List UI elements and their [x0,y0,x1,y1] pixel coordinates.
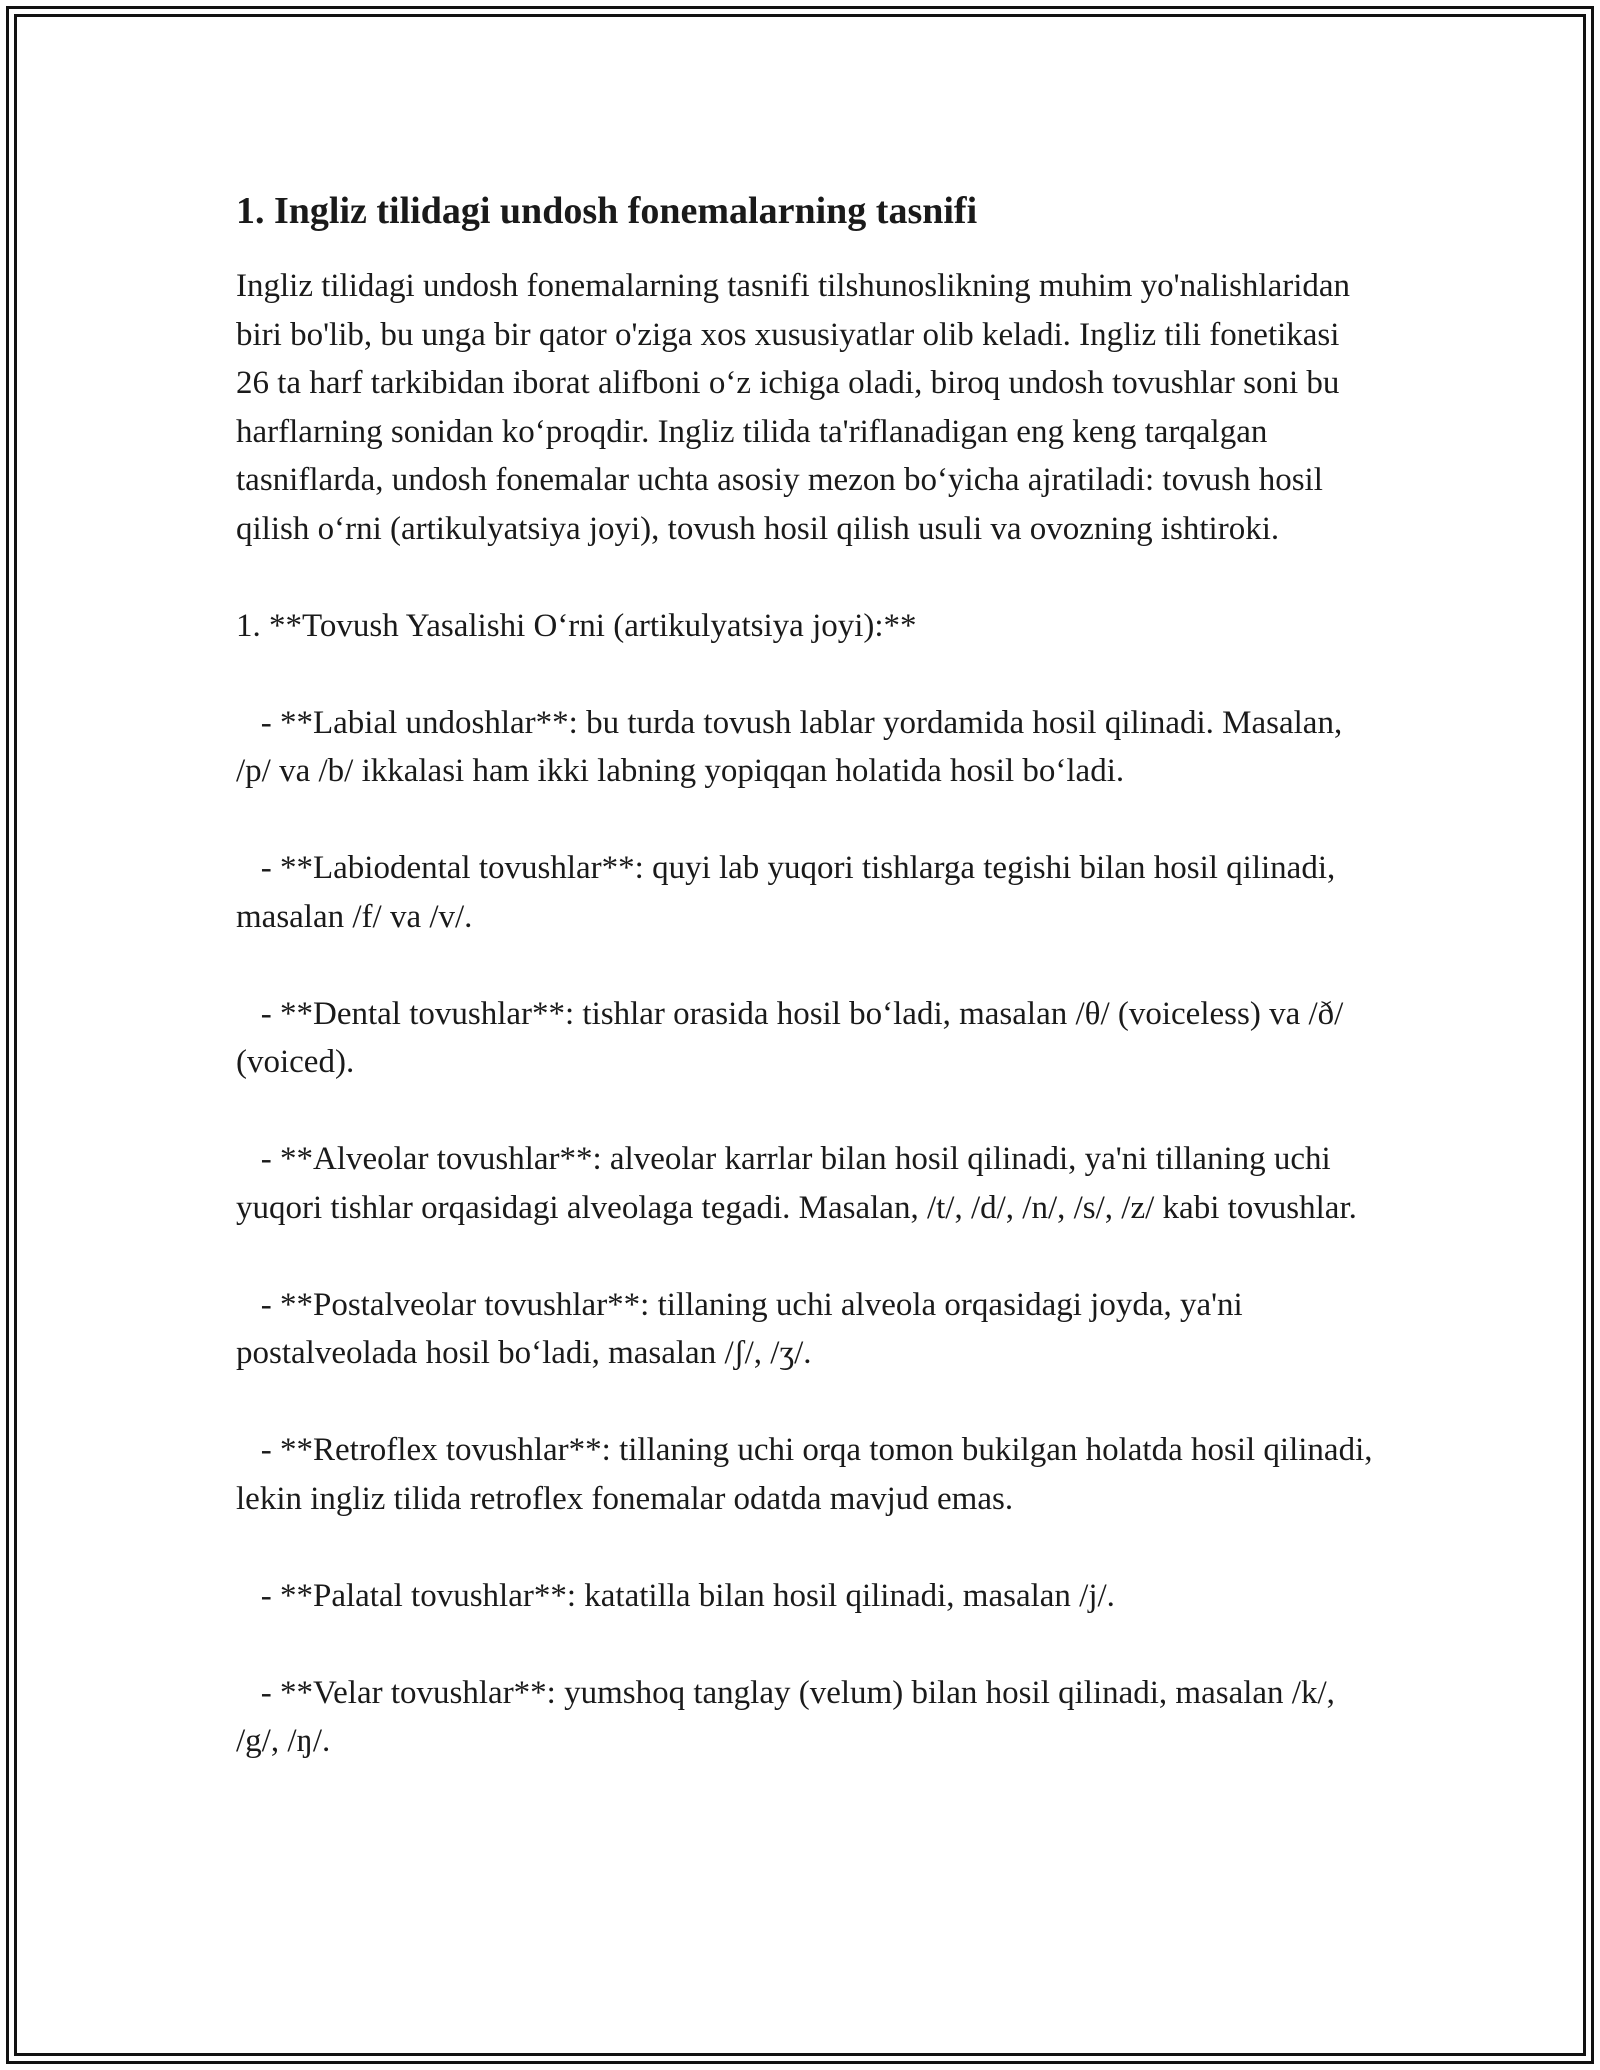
document-body [236,186,1381,1766]
list-item-palatal: - **Palatal tovushlar**: katatilla bilan hosil qilinadi, masalan /j/. [236,1577,1115,1614]
list-item-postalveolar: - **Postalveolar tovushlar**: tillaning uchi alveola orqasidagi joyda, ya'ni postalveolada hosil bo‘ladi, masalan /ʃ/, /ʒ/. [236,1286,1251,1371]
list-item-alveolar: - **Alveolar tovushlar**: alveolar karrlar bilan hosil qilinadi, ya'ni tillaning uchi yuqori tishlar orqasidagi alveolaga tegadi. Masalan, /t/, /d/, /n/, /s/, /z/ kabi tovushlar. [236,1141,1357,1226]
list-item-labiodental: - **Labiodental tovushlar**: quyi lab yuqori tishlarga tegishi bilan hosil qilinadi, masalan /f/ va /v/. [236,850,1344,935]
list-item-labial: - **Labial undoshlar**: bu turda tovush lablar yordamida hosil qilinadi. Masalan, /p/ va /b/ ikkalasi ham ikki labning yopiqqan holatida hosil bo‘ladi. [236,704,1351,789]
list-item-retroflex: - **Retroflex tovushlar**: tillaning uchi orqa tomon bukilgan holatda hosil qilinadi, lekin ingliz tilida retroflex fonemalar odatda mavjud emas. [236,1432,1381,1517]
list-item-velar: - **Velar tovushlar**: yumshoq tanglay (velum) bilan hosil qilinadi, masalan /k/, /g/, /ŋ/. [236,1674,1344,1759]
section-title: 1. **Tovush Yasalishi O‘rni (artikulyatsiya joyi):** [236,607,917,644]
page-title: 1. Ingliz tilidagi undosh fonemalarning tasnifi [236,190,978,232]
list-item-dental: - **Dental tovushlar**: tishlar orasida hosil bo‘ladi, masalan /θ/ (voiceless) va /ð/ (voiced). [236,995,1352,1080]
intro-paragraph: Ingliz tilidagi undosh fonemalarning tasnifi tilshunoslikning muhim yo'nalishlaridan biri bo'lib, bu unga bir qator o'ziga xos xususiyatlar olib keladi. Ingliz tili fonetikasi 26 ta harf tarkibidan iborat alifboni o‘z ichiga oladi, biroq undosh tovushlar soni bu harflarning sonidan ko‘proqdir. Ingliz tilida ta'riflanadigan eng keng tarqalgan tasniflarda, undosh fonemalar uchta asosiy mezon bo‘yicha ajratiladi: tovush hosil qilish o‘rni (artikulyatsiya joyi), tovush hosil qilish usuli va ovozning ishtiroki. [236,268,1351,547]
